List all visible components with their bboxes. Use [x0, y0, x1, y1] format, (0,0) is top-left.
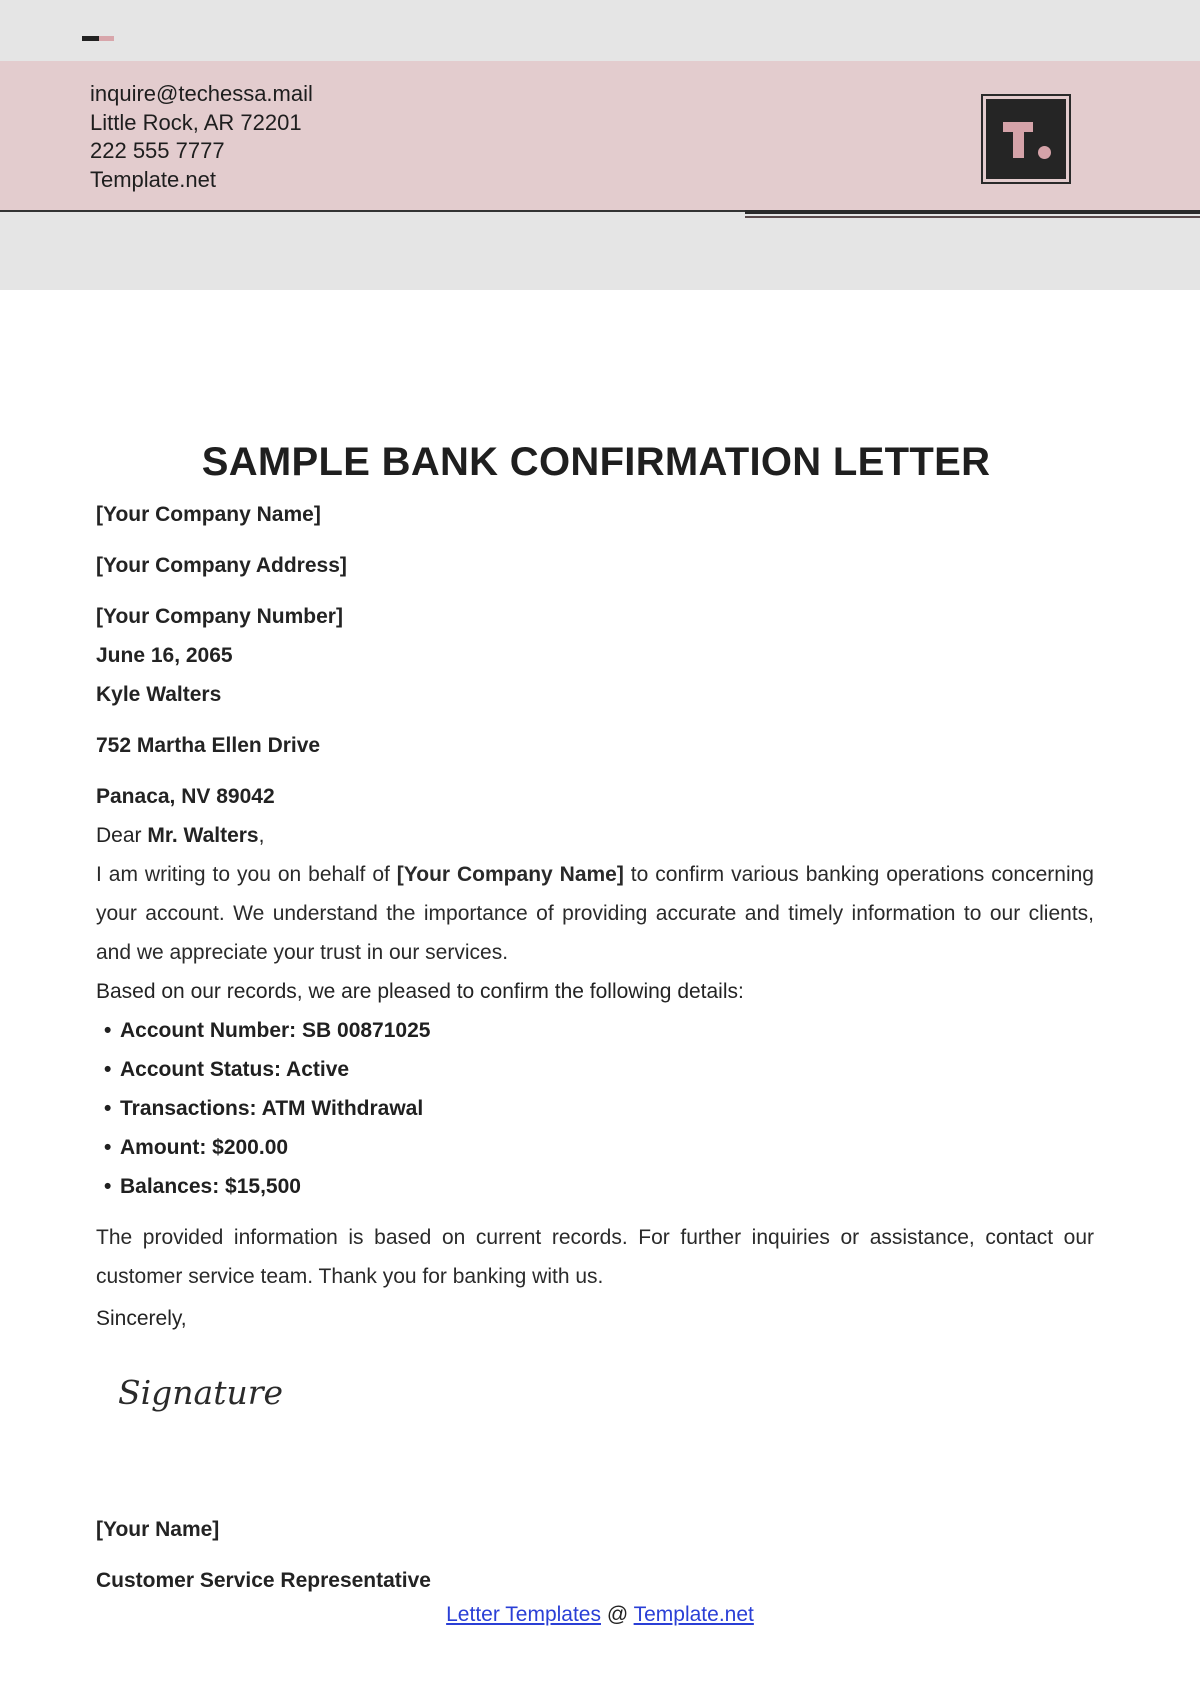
sender-company-number: [Your Company Number] [96, 605, 343, 628]
closing: Sincerely, [96, 1307, 187, 1330]
list-item: • Account Status: Active [104, 1050, 430, 1089]
letter-templates-link[interactable]: Letter Templates [446, 1603, 601, 1626]
bullet-icon: • [104, 1097, 112, 1120]
bullet-icon: • [104, 1136, 112, 1159]
signer-title: Customer Service Representative [96, 1569, 431, 1592]
letter-date: June 16, 2065 [96, 644, 233, 667]
bullet-icon: • [104, 1058, 112, 1081]
list-item: • Transactions: ATM Withdrawal [104, 1089, 430, 1128]
list-item: • Account Number: SB 00871025 [104, 1011, 430, 1050]
corner-mark [82, 36, 114, 41]
recipient-name: Kyle Walters [96, 683, 222, 706]
contact-website: Template.net [90, 166, 216, 192]
contact-city: Little Rock, AR 72201 [90, 109, 302, 135]
recipient-street: 752 Martha Ellen Drive [96, 734, 321, 757]
signer-name: [Your Name] [96, 1518, 220, 1541]
list-item: • Amount: $200.00 [104, 1128, 430, 1167]
logo-icon [986, 99, 1066, 179]
sender-company-address: [Your Company Address] [96, 554, 347, 577]
salutation: Dear Mr. Walters, [96, 824, 265, 847]
list-item: • Balances: $15,500 [104, 1167, 430, 1206]
contact-email: inquire@techessa.mail [90, 81, 313, 106]
header-divider-accent-shadow [745, 216, 1200, 218]
page-title: SAMPLE BANK CONFIRMATION LETTER [201, 440, 991, 484]
template-net-link[interactable]: Template.net [633, 1603, 754, 1626]
sender-company-name: [Your Company Name] [96, 503, 321, 526]
bullet-icon: • [104, 1019, 112, 1042]
header-divider-accent [745, 210, 1200, 214]
company-logo [981, 94, 1071, 184]
footer: Letter Templates @ Template.net [446, 1603, 754, 1626]
details-list [104, 1011, 430, 1206]
letterhead-contact [90, 80, 313, 194]
bullet-icon: • [104, 1175, 112, 1198]
details-lead-in: Based on our records, we are pleased to confirm the following details: [96, 980, 744, 1003]
closing-paragraph: The provided information is based on current records. For further inquiries or assistance, contact our customer service team. Thank you for banking with us. [96, 1226, 1094, 1288]
recipient-city-state-zip: Panaca, NV 89042 [96, 785, 275, 808]
signature: Signature [118, 1373, 284, 1412]
contact-phone: 222 555 7777 [90, 138, 225, 163]
intro-paragraph: I am writing to you on behalf of [Your Company Name] to confirm various banking operations concerning your account. We understand the importance of providing accurate and timely information to our clients, and we appreciate your trust in our services. [96, 863, 1094, 964]
